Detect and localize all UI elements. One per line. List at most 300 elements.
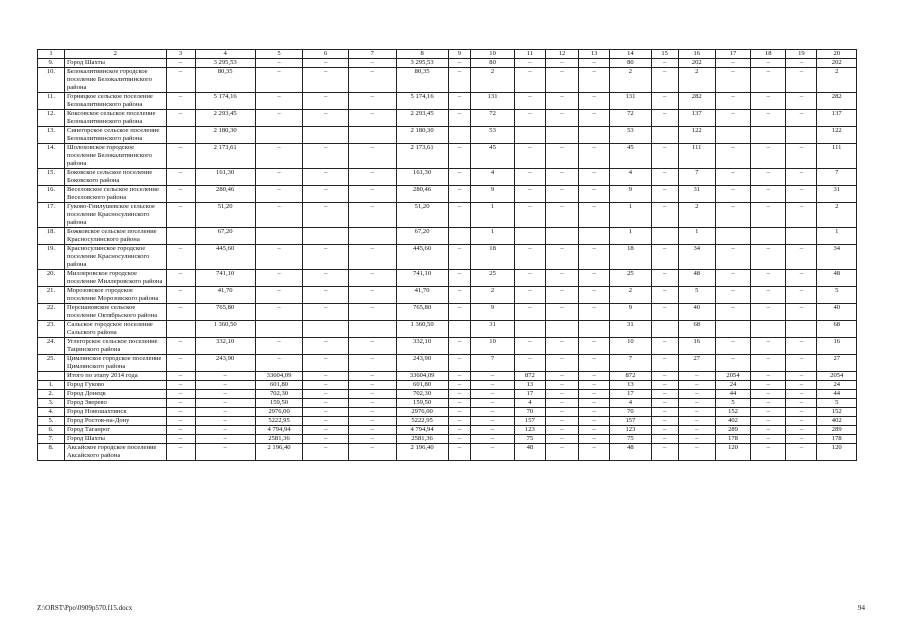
- table-cell: 243,90: [396, 355, 448, 372]
- table-cell: 2: [678, 68, 715, 93]
- table-cell: –: [579, 408, 610, 417]
- table-cell: –: [715, 186, 750, 203]
- table-cell: –: [651, 169, 678, 186]
- table-cell: –: [751, 444, 786, 461]
- table-cell: 48: [678, 270, 715, 287]
- table-cell: –: [166, 270, 195, 287]
- row-number: 7.: [38, 435, 65, 444]
- table-row: [38, 169, 857, 186]
- table-cell: 2976,00: [255, 408, 303, 417]
- table-cell: –: [545, 417, 578, 426]
- table-cell: –: [514, 338, 545, 355]
- table-cell: –: [786, 390, 817, 399]
- table-cell: –: [348, 338, 396, 355]
- table-cell: –: [514, 59, 545, 68]
- table-cell: –: [514, 245, 545, 270]
- table-row: [38, 59, 857, 68]
- table-cell: [651, 127, 678, 144]
- table-cell: –: [751, 435, 786, 444]
- table-cell: –: [255, 169, 303, 186]
- row-name: Углегорское сельское поселение Тацинского района: [64, 338, 166, 355]
- table-cell: –: [545, 68, 578, 93]
- table-cell: –: [651, 304, 678, 321]
- table-cell: [651, 228, 678, 245]
- table-cell: –: [579, 399, 610, 408]
- row-name: Божковское сельское поселение Красносулинского района: [64, 228, 166, 245]
- table-cell: 70: [610, 408, 651, 417]
- row-number: 19.: [38, 245, 65, 270]
- table-cell: –: [579, 110, 610, 127]
- table-cell: 31: [471, 321, 515, 338]
- table-cell: –: [751, 186, 786, 203]
- table-cell: –: [348, 186, 396, 203]
- table-cell: 80,35: [195, 68, 255, 93]
- table-cell: –: [678, 426, 715, 435]
- table-cell: –: [448, 169, 471, 186]
- table-cell: –: [786, 304, 817, 321]
- table-cell: –: [303, 372, 349, 381]
- table-cell: –: [545, 186, 578, 203]
- table-cell: –: [579, 304, 610, 321]
- table-cell: –: [651, 245, 678, 270]
- table-cell: 152: [715, 408, 750, 417]
- table-cell: –: [255, 93, 303, 110]
- table-cell: –: [448, 304, 471, 321]
- table-cell: 16: [817, 338, 857, 355]
- row-name: Горняцкое сельское поселение Белокалитвинского района: [64, 93, 166, 110]
- table-cell: 282: [678, 93, 715, 110]
- table-row: [38, 245, 857, 270]
- row-number: 2.: [38, 390, 65, 399]
- table-cell: 137: [678, 110, 715, 127]
- column-number: 15: [651, 50, 678, 59]
- table-cell: –: [579, 444, 610, 461]
- table-cell: –: [255, 68, 303, 93]
- table-cell: 44: [715, 390, 750, 399]
- table-cell: –: [545, 110, 578, 127]
- table-cell: 51,20: [195, 203, 255, 228]
- table-cell: [514, 321, 545, 338]
- row-number: 16.: [38, 186, 65, 203]
- table-cell: –: [303, 169, 349, 186]
- table-cell: –: [545, 381, 578, 390]
- row-name: Синегорское сельское поселение Белокалитвинского района: [64, 127, 166, 144]
- table-cell: 45: [471, 144, 515, 169]
- table-cell: –: [514, 68, 545, 93]
- table-cell: –: [255, 186, 303, 203]
- table-cell: –: [579, 93, 610, 110]
- table-cell: 40: [817, 304, 857, 321]
- table-cell: 120: [715, 444, 750, 461]
- table-cell: –: [448, 417, 471, 426]
- table-cell: –: [579, 338, 610, 355]
- table-cell: 1: [610, 203, 651, 228]
- table-cell: –: [348, 287, 396, 304]
- table-cell: [514, 127, 545, 144]
- table-cell: –: [579, 381, 610, 390]
- row-number: 18.: [38, 228, 65, 245]
- table-row: [38, 408, 857, 417]
- table-cell: 18: [610, 245, 651, 270]
- table-cell: –: [255, 304, 303, 321]
- table-cell: –: [514, 110, 545, 127]
- table-cell: –: [471, 408, 515, 417]
- row-number: 23.: [38, 321, 65, 338]
- row-name: Город Таганрог: [64, 426, 166, 435]
- table-cell: 53: [610, 127, 651, 144]
- table-cell: 178: [715, 435, 750, 444]
- table-cell: 5 174,16: [396, 93, 448, 110]
- table-cell: –: [751, 59, 786, 68]
- table-cell: 1 360,50: [195, 321, 255, 338]
- row-number: 15.: [38, 169, 65, 186]
- table-cell: 48: [610, 444, 651, 461]
- table-cell: –: [678, 390, 715, 399]
- table-cell: –: [545, 59, 578, 68]
- table-cell: 31: [817, 186, 857, 203]
- table-cell: –: [448, 408, 471, 417]
- table-cell: –: [448, 93, 471, 110]
- row-number: [38, 372, 65, 381]
- table-cell: –: [651, 399, 678, 408]
- table-cell: –: [786, 287, 817, 304]
- table-cell: 33604,09: [396, 372, 448, 381]
- table-cell: –: [348, 417, 396, 426]
- footer-page-number: 94: [858, 604, 865, 612]
- table-cell: 2054: [817, 372, 857, 381]
- row-number: 17.: [38, 203, 65, 228]
- table-cell: 45: [610, 144, 651, 169]
- table-row: [38, 110, 857, 127]
- table-cell: 2 293,45: [195, 110, 255, 127]
- table-cell: –: [786, 203, 817, 228]
- table-cell: –: [751, 390, 786, 399]
- table-cell: 72: [610, 110, 651, 127]
- table-cell: –: [471, 399, 515, 408]
- table-cell: –: [255, 59, 303, 68]
- table-cell: –: [786, 186, 817, 203]
- table-cell: –: [545, 144, 578, 169]
- table-row: [38, 435, 857, 444]
- table-cell: –: [255, 270, 303, 287]
- table-cell: 48: [817, 270, 857, 287]
- table-cell: 68: [678, 321, 715, 338]
- table-cell: –: [303, 245, 349, 270]
- table-cell: –: [751, 426, 786, 435]
- table-cell: [348, 321, 396, 338]
- table-cell: 25: [610, 270, 651, 287]
- table-row: [38, 127, 857, 144]
- table-cell: –: [166, 59, 195, 68]
- table-cell: –: [786, 245, 817, 270]
- table-cell: 16: [678, 338, 715, 355]
- table-cell: –: [579, 144, 610, 169]
- row-name: Морозовское городское поселение Морозовского района: [64, 287, 166, 304]
- table-cell: [715, 228, 750, 245]
- table-row: [38, 144, 857, 169]
- table-cell: –: [348, 372, 396, 381]
- table-cell: 67,20: [195, 228, 255, 245]
- table-cell: –: [303, 59, 349, 68]
- table-cell: –: [303, 381, 349, 390]
- table-cell: 159,50: [396, 399, 448, 408]
- row-number: 25.: [38, 355, 65, 372]
- table-cell: –: [303, 390, 349, 399]
- table-cell: –: [651, 355, 678, 372]
- row-number: 1.: [38, 381, 65, 390]
- row-name: Город Шахты: [64, 435, 166, 444]
- table-cell: –: [348, 144, 396, 169]
- table-cell: 289: [715, 426, 750, 435]
- row-name: Красносулинское городское поселение Красносулинского района: [64, 245, 166, 270]
- table-cell: [579, 228, 610, 245]
- table-cell: 178: [817, 435, 857, 444]
- table-cell: 741,10: [195, 270, 255, 287]
- column-number: 3: [166, 50, 195, 59]
- table-cell: –: [303, 287, 349, 304]
- table-cell: –: [348, 68, 396, 93]
- row-number: 11.: [38, 93, 65, 110]
- table-cell: 7: [471, 355, 515, 372]
- table-cell: –: [166, 338, 195, 355]
- table-cell: –: [448, 399, 471, 408]
- table-cell: –: [303, 355, 349, 372]
- table-cell: 3 295,53: [195, 59, 255, 68]
- table-row: [38, 186, 857, 203]
- table-cell: –: [751, 93, 786, 110]
- table-row: [38, 338, 857, 355]
- table-cell: –: [166, 444, 195, 461]
- table-cell: 872: [514, 372, 545, 381]
- table-cell: –: [448, 355, 471, 372]
- table-row: [38, 444, 857, 461]
- row-name: Итого по этапу 2014 года: [64, 372, 166, 381]
- table-cell: 31: [610, 321, 651, 338]
- column-number: 18: [751, 50, 786, 59]
- table-cell: –: [166, 144, 195, 169]
- table-cell: –: [255, 144, 303, 169]
- table-cell: 5222,95: [255, 417, 303, 426]
- table-cell: –: [471, 435, 515, 444]
- table-cell: –: [166, 287, 195, 304]
- table-cell: –: [651, 338, 678, 355]
- table-cell: [715, 127, 750, 144]
- table-cell: –: [255, 203, 303, 228]
- table-cell: –: [545, 408, 578, 417]
- table-cell: 75: [610, 435, 651, 444]
- table-cell: –: [448, 59, 471, 68]
- table-cell: –: [166, 304, 195, 321]
- table-cell: –: [651, 287, 678, 304]
- table-cell: 111: [678, 144, 715, 169]
- table-cell: 80: [610, 59, 651, 68]
- table-cell: 282: [817, 93, 857, 110]
- table-cell: –: [348, 203, 396, 228]
- table-cell: –: [348, 110, 396, 127]
- table-cell: [448, 321, 471, 338]
- table-cell: –: [303, 186, 349, 203]
- row-name: Персиановское сельское поселение Октябрьского района: [64, 304, 166, 321]
- column-number: 2: [64, 50, 166, 59]
- table-cell: –: [678, 408, 715, 417]
- table-cell: –: [448, 390, 471, 399]
- row-number: 13.: [38, 127, 65, 144]
- row-number: 21.: [38, 287, 65, 304]
- table-cell: 1: [610, 228, 651, 245]
- table-cell: –: [678, 372, 715, 381]
- table-cell: –: [579, 68, 610, 93]
- table-cell: 137: [817, 110, 857, 127]
- table-cell: 17: [514, 390, 545, 399]
- table-cell: –: [651, 390, 678, 399]
- table-cell: 280,46: [195, 186, 255, 203]
- table-cell: –: [166, 186, 195, 203]
- table-cell: –: [166, 110, 195, 127]
- table-cell: –: [166, 417, 195, 426]
- table-cell: –: [651, 59, 678, 68]
- table-cell: 9: [471, 304, 515, 321]
- table-cell: 4 794,94: [255, 426, 303, 435]
- table-cell: –: [195, 426, 255, 435]
- table-cell: –: [678, 417, 715, 426]
- table-cell: –: [166, 390, 195, 399]
- column-number: 4: [195, 50, 255, 59]
- table-cell: 48: [514, 444, 545, 461]
- table-cell: –: [751, 144, 786, 169]
- table-cell: –: [195, 381, 255, 390]
- column-number: 17: [715, 50, 750, 59]
- table-cell: –: [751, 408, 786, 417]
- table-cell: 75: [514, 435, 545, 444]
- table-cell: 2 180,30: [396, 127, 448, 144]
- table-cell: –: [786, 435, 817, 444]
- row-name: Город Ростов-на-Дону: [64, 417, 166, 426]
- table-cell: 4: [610, 169, 651, 186]
- table-cell: –: [166, 381, 195, 390]
- table-cell: 4 794,94: [396, 426, 448, 435]
- table-row: [38, 355, 857, 372]
- table-cell: –: [715, 169, 750, 186]
- table-cell: –: [678, 444, 715, 461]
- table-cell: –: [545, 355, 578, 372]
- table-cell: –: [545, 203, 578, 228]
- table-cell: –: [545, 372, 578, 381]
- table-cell: –: [303, 444, 349, 461]
- table-cell: [348, 127, 396, 144]
- table-cell: –: [303, 203, 349, 228]
- table-cell: –: [166, 93, 195, 110]
- row-name: Город Шахты: [64, 59, 166, 68]
- row-number: 3.: [38, 399, 65, 408]
- table-cell: 5: [817, 399, 857, 408]
- table-cell: –: [166, 68, 195, 93]
- table-cell: 2054: [715, 372, 750, 381]
- table-cell: –: [348, 390, 396, 399]
- table-cell: 445,60: [396, 245, 448, 270]
- row-number: 22.: [38, 304, 65, 321]
- table-cell: –: [651, 93, 678, 110]
- table-cell: –: [678, 381, 715, 390]
- column-number: 13: [579, 50, 610, 59]
- table-cell: 765,80: [195, 304, 255, 321]
- table-cell: –: [579, 372, 610, 381]
- table-cell: –: [751, 245, 786, 270]
- table-cell: 131: [610, 93, 651, 110]
- table-cell: –: [545, 338, 578, 355]
- table-cell: 17: [610, 390, 651, 399]
- table-cell: –: [166, 245, 195, 270]
- table-cell: 1: [678, 228, 715, 245]
- table-cell: [786, 127, 817, 144]
- table-cell: –: [545, 270, 578, 287]
- table-cell: 4: [514, 399, 545, 408]
- table-cell: 765,80: [396, 304, 448, 321]
- table-cell: –: [751, 68, 786, 93]
- table-cell: [448, 228, 471, 245]
- table-cell: –: [786, 110, 817, 127]
- table-cell: –: [786, 399, 817, 408]
- table-cell: –: [715, 245, 750, 270]
- table-cell: 131: [471, 93, 515, 110]
- table-cell: 7: [678, 169, 715, 186]
- row-name: Шолоховское городское поселение Белокалитвинского района: [64, 144, 166, 169]
- table-cell: 27: [817, 355, 857, 372]
- table-cell: [348, 228, 396, 245]
- row-number: 8.: [38, 444, 65, 461]
- row-number: 6.: [38, 426, 65, 435]
- column-number: 16: [678, 50, 715, 59]
- column-number: 20: [817, 50, 857, 59]
- table-cell: 161,30: [195, 169, 255, 186]
- row-number: 5.: [38, 417, 65, 426]
- table-cell: 2 196,40: [255, 444, 303, 461]
- table-cell: –: [348, 381, 396, 390]
- table-cell: 4: [610, 399, 651, 408]
- table-cell: –: [514, 186, 545, 203]
- table-cell: –: [348, 93, 396, 110]
- table-cell: 9: [471, 186, 515, 203]
- table-cell: –: [786, 338, 817, 355]
- table-cell: 122: [678, 127, 715, 144]
- table-cell: –: [514, 287, 545, 304]
- table-cell: –: [651, 381, 678, 390]
- table-cell: –: [751, 355, 786, 372]
- table-cell: –: [786, 169, 817, 186]
- table-cell: –: [579, 435, 610, 444]
- table-cell: 702,30: [255, 390, 303, 399]
- column-number: 14: [610, 50, 651, 59]
- table-cell: –: [448, 426, 471, 435]
- table-cell: –: [303, 338, 349, 355]
- table-cell: –: [786, 59, 817, 68]
- table-cell: [545, 127, 578, 144]
- table-cell: 3 295,53: [396, 59, 448, 68]
- table-cell: –: [786, 355, 817, 372]
- table-row: [38, 381, 857, 390]
- row-name: Боковское сельское поселение Боковского района: [64, 169, 166, 186]
- row-number: 14.: [38, 144, 65, 169]
- table-cell: 5: [678, 287, 715, 304]
- table-cell: –: [651, 426, 678, 435]
- table-cell: –: [195, 390, 255, 399]
- table-cell: 202: [817, 59, 857, 68]
- table-cell: [651, 321, 678, 338]
- row-name: Аксайское городское поселение Аксайского района: [64, 444, 166, 461]
- table-cell: –: [166, 408, 195, 417]
- table-cell: –: [514, 304, 545, 321]
- table-cell: –: [255, 287, 303, 304]
- table-cell: 289: [817, 426, 857, 435]
